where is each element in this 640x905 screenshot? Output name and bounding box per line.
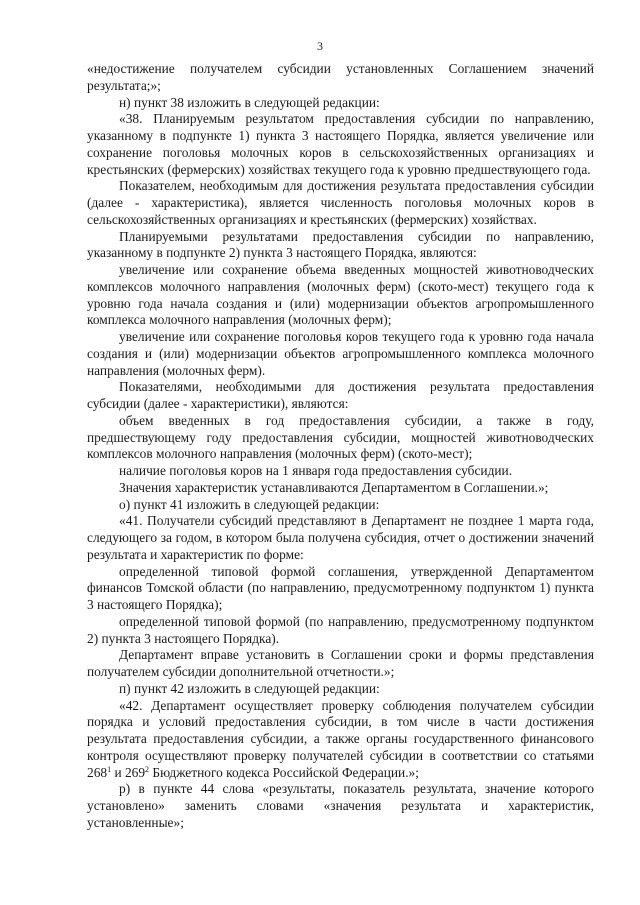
paragraph-indicators: Показателями, необходимыми для достижения результата предоставления субсидии (далее - характеристики), являются: [87,379,594,411]
document-body [87,61,594,832]
paragraph-capacity-increase: увеличение или сохранение объема введенных мощностей животноводческих комплексов молочного направления (молочных ферм) (ското-мест) текущего года к уровню года начала создания и (или) модернизации объектов агропромышленного комплекса молочного направления (молочных ферм); [87,262,594,328]
superscript-1: 1 [107,764,112,774]
paragraph-defined-form: определенной типовой формой (по направлению, предусмотренному подпунктом 2) пункта 3 настоящего Порядка). [87,613,594,646]
paragraph-quote-end: «недостижение получателем субсидии установленных Соглашением значений результата;»; [87,61,594,93]
paragraph-additional-reporting: Департамент вправе установить в Соглашении сроки и формы представления получателем субсидии дополнительной отчетности.»; [87,647,594,679]
paragraph-41: «41. Получатели субсидий представляют в Департамент не позднее 1 марта года, следующего за годом, в котором была получена субсидия, отчет о достижении значений результата и характеристик по форме: [87,513,594,562]
paragraph-capacity-volume: объем введенных в год предоставления субсидии, а также в году, предшествующему году предоставления субсидии, мощностей животноводческих комплексов молочного направления (молочных ферм) (ското-мест); [87,412,594,462]
paragraph-values-set: Значения характеристик устанавливаются Департаментом в Соглашении.»; [119,479,549,495]
paragraph-livestock-increase: увеличение или сохранение поголовья коров текущего года к уровню года начала создания и (или) модернизации объектов агропромышленного комплекса молочного направления (молочных ферм). [87,329,594,378]
paragraph-42 [87,698,594,782]
paragraph-typical-form: определенной типовой формой соглашения, утвержденной Департаментом финансов Томской области (по направлению, предусмотренному подпунктом 1) пункта 3 настоящего Порядка); [87,563,594,612]
paragraph-livestock-presence: наличие поголовья коров на 1 января года предоставления субсидии. [119,463,513,478]
paragraph-item-o: о) пункт 41 изложить в следующей редакции: [119,496,380,512]
paragraph-item-r: р) в пункте 44 слова «результаты, показатель результата, значение которого установлено» заменить словами «значения результата и характеристик, установленные»; [87,781,594,830]
paragraph-indicator: Показателем, необходимым для достижения результата предоставления субсидии (далее - характеристика), является численность поголовья молочных коров в сельскохозяйственных организациях и крестьянских (фермерских) хозяйствах. [87,178,594,227]
paragraph-item-n: н) пункт 38 изложить в следующей редакции: [119,94,380,110]
paragraph-item-p: п) пункт 42 изложить в следующей редакции: [119,680,380,696]
page-number: 3 [317,39,323,53]
superscript-2: 2 [145,764,150,774]
paragraph-38: «38. Планируемым результатом предоставления субсидии по направлению, указанному в подпункте 1) пункта 3 настоящего Порядка, является увеличение или сохранение поголовья молочных коров в сельскохозяйственных организациях и крестьянских (фермерских) хозяйствах текущего года к уровню предшествующего года. [87,111,594,177]
paragraph-42-tail: Бюджетного кодекса Российской Федерации.»; [149,764,419,780]
paragraph-42-text: «42. Департамент осуществляет проверку соблюдения получателем субсидии порядка и условий предоставления субсидии, в том числе в части достижения результата предоставления субсидии, а также органы государственного финансового контроля осуществляют проверку получателей субсидии в соответствии со статьями 268 [87,697,594,780]
paragraph-42-mid: и 269 [111,764,146,780]
paragraph-planned-results: Планируемыми результатами предоставления субсидии по направлению, указанному в подпункте 2) пункта 3 настоящего Порядка, являются: [87,228,594,261]
